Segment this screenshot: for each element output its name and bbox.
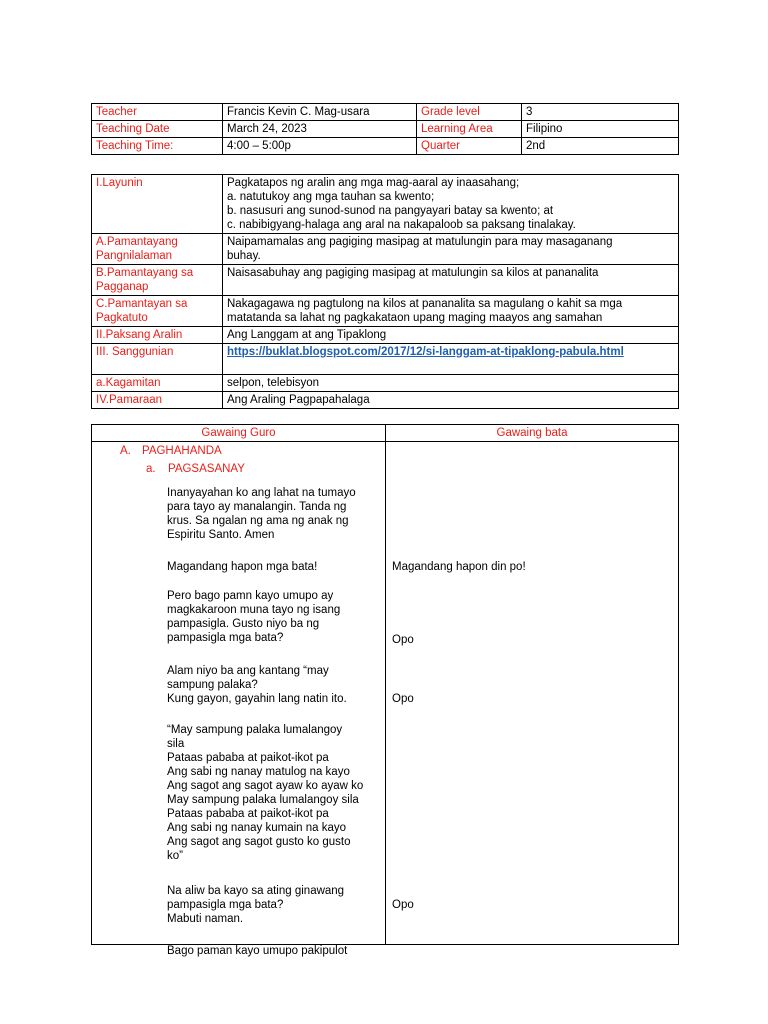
label-line: Pagkatuto [96,312,148,324]
bata-cell [386,442,679,945]
area-label: Learning Area [417,121,522,138]
song-lyrics [167,723,377,863]
text-line: Espiritu Santo. Amen [167,529,275,541]
text-line: sampung palaka? [167,679,258,691]
pagkatuto-label [92,296,223,327]
text-line: Ang sagot ang sagot ayaw ko ayaw ko [167,780,364,792]
text-line: Magandang hapon mga bata! [167,561,318,573]
guro-paragraph [167,884,377,926]
guro-cell [92,442,386,957]
grade-value: 3 [522,104,679,121]
time-value: 4:00 – 5:00p [223,138,417,155]
label-line: Pangnilalaman [96,250,173,262]
text-line: Ang sagot ang sagot gusto ko gusto [167,836,351,848]
label-line: A.Pamantayang [96,236,178,248]
label-line: C.Pamantayan sa [96,298,188,310]
paksa-value: Ang Langgam at ang Tipaklong [223,327,679,344]
teacher-label: Teacher [92,104,223,121]
text-line: May sampung palaka lumalangoy sila [167,794,359,806]
sanggunian-link[interactable]: https://buklat.blogspot.com/2017/12/si-langgam-at-tipaklong-pabula.html [227,346,624,358]
text-line: Inanyayahan ko ang lahat na tumayo [167,487,356,499]
grade-label: Grade level [417,104,522,121]
label-line: B.Pamantayang sa [96,267,194,279]
text-line: Alam niyo ba ang kantang “may [167,665,329,677]
col-guro-header: Gawaing Guro [92,425,386,442]
table-row [92,121,679,138]
pangnilalaman-value [223,234,679,265]
pagganap-label [92,265,223,296]
subsection-heading [146,462,245,476]
layunin-value [223,175,679,234]
text-line: Bago paman kayo umupo pakipulot [167,945,348,957]
text-line: magkakaroon muna tayo ng isang [167,604,341,616]
text-line: Na aliw ba kayo sa ating ginawang [167,885,345,897]
table-row [92,327,679,344]
guro-paragraph [167,486,377,542]
value-line: buhay. [227,250,261,262]
quarter-value: 2nd [522,138,679,155]
pamaraan-value: Ang Araling Pagpapahalaga [223,392,679,409]
text-line: Kung gayon, gayahin lang natin ito. [167,693,347,705]
text-line: Pataas pababa at paikot-ikot pa [167,808,329,820]
guro-paragraph [167,589,377,645]
text-line: pampasigla mga bata? [167,632,284,644]
table-row [92,375,679,392]
layunin-line: a. natutukoy ang mga tauhan sa kwento; [227,191,435,203]
layunin-label: I.Layunin [92,175,223,234]
paksa-label: II.Paksang Aralin [92,327,223,344]
text-line: para tayo ay manalangin. Tanda ng [167,501,347,513]
quarter-label: Quarter [417,138,522,155]
layunin-line: c. nabibigyang-halaga ang aral na nakapaloob sa paksang tinalakay. [227,219,576,231]
table-row [92,175,679,234]
text-line: krus. Sa ngalan ng ama ng anak ng [167,515,349,527]
bata-response: Opo [392,899,414,911]
guro-paragraph [167,664,377,706]
pagkatuto-value [223,296,679,327]
table-row [92,344,679,375]
table-header-row [92,425,679,442]
table-row [92,442,679,945]
section-marker: A. [120,445,131,457]
layunin-line: b. nasusuri ang sunod-sunod na pangyayari batay sa kwento; at [227,205,554,217]
bata-response: Opo [392,693,414,705]
kagamitan-label: a.Kagamitan [92,375,223,392]
text-line: sila [167,738,185,750]
table-row [92,296,679,327]
date-label: Teaching Date [92,121,223,138]
sanggunian-cell [223,344,679,375]
text-line: ko” [167,850,183,862]
table-row [92,234,679,265]
table-row [92,392,679,409]
value-line: Nakagagawa ng pagtulong na kilos at pananalita sa magulang o kahit sa mga [227,298,623,310]
section-title: PAGHAHANDA [142,445,222,457]
table-row [92,104,679,121]
text-line: pampasigla. Gusto niyo ba ng [167,618,320,630]
text-line: Mabuti naman. [167,913,244,925]
info-table [91,103,679,155]
pagganap-value: Naisasabuhay ang pagiging masipag at matulungin sa kilos at pananalita [223,265,679,296]
time-label: Teaching Time: [92,138,223,155]
section-heading [120,444,222,458]
sanggunian-label: III. Sanggunian [92,344,223,375]
bata-response: Opo [392,634,414,646]
pamaraan-label: IV.Pamaraan [92,392,223,409]
kagamitan-value: selpon, telebisyon [223,375,679,392]
value-line: Naipamamalas ang pagiging masipag at matulungin para may masaganang [227,236,613,248]
table-row [92,138,679,155]
subsection-title: PAGSASANAY [168,463,245,475]
text-line: Ang sabi ng nanay kumain na kayo [167,822,347,834]
text-line: Pero bago pamn kayo umupo ay [167,590,334,602]
activity-table [91,424,679,957]
text-line: Ang sabi ng nanay matulog na kayo [167,766,350,778]
text-line: “May sampung palaka lumalangoy [167,724,343,736]
value-line: matatanda sa lahat ng pagkakataon upang maging maayos ang samahan [227,312,603,324]
label-line: Pagganap [96,281,149,293]
col-bata-header: Gawaing bata [386,425,679,442]
area-value: Filipino [522,121,679,138]
teacher-value: Francis Kevin C. Mag-usara [223,104,417,121]
text-line: Pataas pababa at paikot-ikot pa [167,752,329,764]
table-row [92,265,679,296]
subsection-marker: a. [146,463,156,475]
text-line: pampasigla mga bata? [167,899,284,911]
date-value: March 24, 2023 [223,121,417,138]
guro-paragraph [167,944,377,958]
guro-paragraph [167,560,377,574]
layunin-line: Pagkatapos ng aralin ang mga mag-aaral ay inaasahang; [227,177,520,189]
bata-response: Magandang hapon din po! [392,561,526,573]
plan-table [91,174,679,409]
pangnilalaman-label [92,234,223,265]
